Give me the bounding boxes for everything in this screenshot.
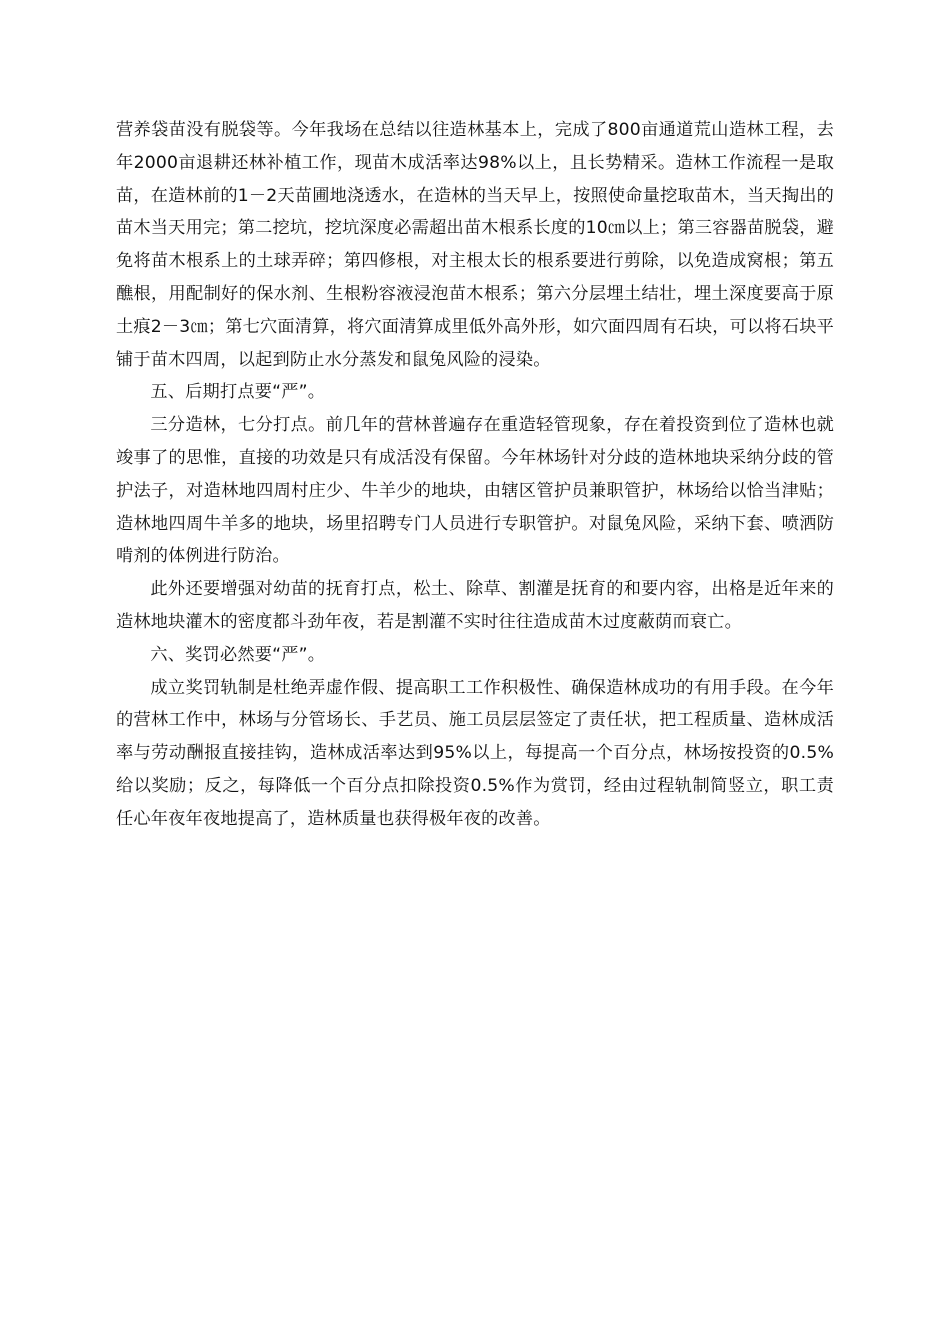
paragraph-management: 三分造林，七分打点。前几年的营林普遍存在重造轻管现象，存在着投资到位了造林也就竣事了的思惟，直接的功效是只有成活没有保留。今年林场针对分歧的造林地块采纳分歧的管护法子，对造林地四周村庄少、牛羊少的地块，由辖区管护员兼职管护，林场给以恰当津贴；造林地四周牛羊多的地块，场里招聘专门人员进行专职管护。对鼠兔风险，采纳下套、喷洒防啃剂的体例进行防治。	[116, 415, 834, 567]
paragraph-tending: 此外还要增强对幼苗的抚育打点，松土、除草、割灌是抚育的和要内容，出格是近年来的造林地块灌木的密度都斗劲年夜，若是割灌不实时往往造成苗木过度蔽荫而衰亡。	[116, 579, 834, 632]
section-heading-5: 五、后期打点要“严”。	[150, 382, 326, 403]
paragraph-continuation: 营养袋苗没有脱袋等。今年我场在总结以往造林基本上，完成了800亩通道荒山造林工程，去年2000亩退耕还林补植工作，现苗木成活率达98%以上，且长势精采。造林工作流程一是取苗，在造林前的1－2天苗圃地浇透水，在造林的当天早上，按照使命量挖取苗木，当天掏出的苗木当天用完；第二挖坑，挖坑深度必需超出苗木根系长度的10㎝以上；第三容器苗脱袋，避免将苗木根系上的土球弄碎；第四修根，对主根太长的根系要进行剪除，以免造成窝根；第五醮根，用配制好的保水剂、生根粉容液浸泡苗木根系；第六分层埋土结壮，埋土深度要高于原土痕2－3㎝；第七穴面清算，将穴面清算成里低外高外形，如穴面四周有石块，可以将石块平铺于苗木四周，以起到防止水分蒸发和鼠兔风险的浸染。	[116, 120, 834, 370]
document-body	[116, 114, 834, 836]
paragraph-rewards: 成立奖罚轨制是杜绝弄虚作假、提高职工工作积极性、确保造林成功的有用手段。在今年的营林工作中，林场与分管场长、手艺员、施工员层层签定了责任状，把工程质量、造林成活率与劳动酬报直接挂钩，造林成活率达到95%以上，每提高一个百分点，林场按投资的0.5%给以奖励；反之，每降低一个百分点扣除投资0.5%作为赏罚，经由过程轨制简竖立，职工责任心年夜年夜地提高了，造林质量也获得极年夜的改善。	[116, 677, 834, 829]
section-heading-6: 六、奖罚必然要“严”。	[150, 644, 326, 665]
